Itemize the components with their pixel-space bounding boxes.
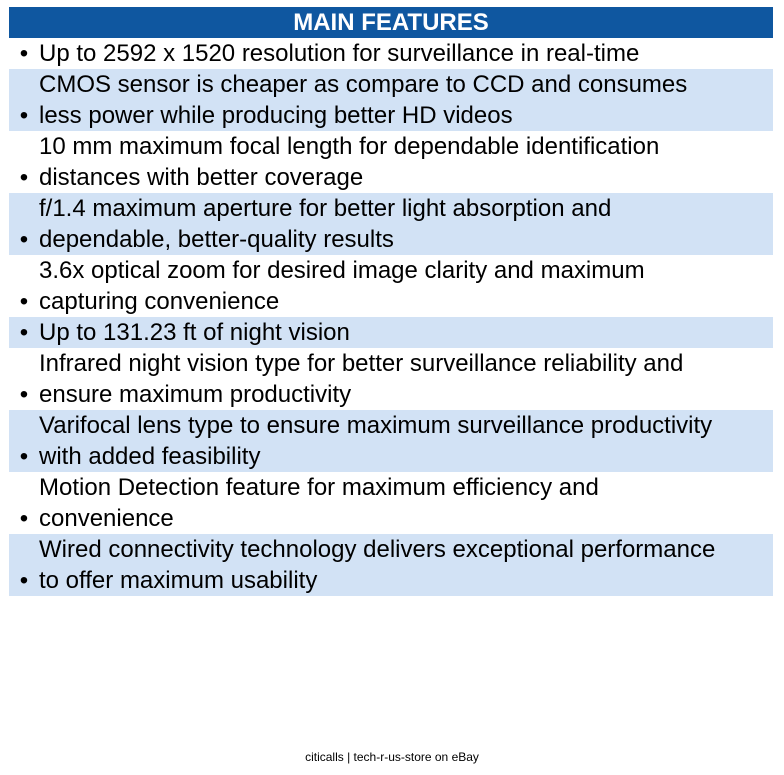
feature-text: Wired connectivity technology delivers exceptional performance xyxy=(39,536,716,563)
feature-text: with added feasibility xyxy=(39,443,261,470)
bullet-icon: • xyxy=(19,443,29,470)
bullet-icon: • xyxy=(19,288,29,315)
feature-text: Up to 2592 x 1520 resolution for surveillance in real-time xyxy=(39,40,640,67)
feature-item-7 xyxy=(9,348,773,410)
feature-text: 10 mm maximum focal length for dependable identification xyxy=(39,133,660,160)
feature-text: CMOS sensor is cheaper as compare to CCD and consumes xyxy=(39,71,688,98)
footer-credit: citicalls | tech-r-us-store on eBay xyxy=(305,750,479,764)
feature-text: capturing convenience xyxy=(39,288,280,315)
feature-item-2 xyxy=(9,69,773,131)
feature-text: less power while producing better HD videos xyxy=(39,102,513,129)
feature-item-9 xyxy=(9,472,773,534)
bullet-icon: • xyxy=(19,319,29,346)
feature-item-5 xyxy=(9,255,773,317)
feature-item-3 xyxy=(9,131,773,193)
feature-item-4 xyxy=(9,193,773,255)
feature-text: dependable, better-quality results xyxy=(39,226,394,253)
feature-text: Motion Detection feature for maximum efficiency and xyxy=(39,474,599,501)
feature-text: distances with better coverage xyxy=(39,164,364,191)
bullet-icon: • xyxy=(19,102,29,129)
feature-item-10 xyxy=(9,534,773,596)
feature-item-6 xyxy=(9,317,773,348)
bullet-icon: • xyxy=(19,40,29,67)
feature-text: Infrared night vision type for better surveillance reliability and xyxy=(39,350,684,377)
feature-item-1 xyxy=(9,38,773,69)
bullet-icon: • xyxy=(19,567,29,594)
feature-text: convenience xyxy=(39,505,174,532)
feature-text: Up to 131.23 ft of night vision xyxy=(39,319,350,346)
feature-text: 3.6x optical zoom for desired image clarity and maximum xyxy=(39,257,645,284)
features-card xyxy=(9,7,773,596)
features-title: MAIN FEATURES xyxy=(9,7,773,38)
feature-text: ensure maximum productivity xyxy=(39,381,352,408)
bullet-icon: • xyxy=(19,226,29,253)
bullet-icon: • xyxy=(19,505,29,532)
feature-text: to offer maximum usability xyxy=(39,567,318,594)
feature-text: Varifocal lens type to ensure maximum surveillance productivity xyxy=(39,412,713,439)
feature-text: f/1.4 maximum aperture for better light absorption and xyxy=(39,195,612,222)
bullet-icon: • xyxy=(19,381,29,408)
feature-item-8 xyxy=(9,410,773,472)
bullet-icon: • xyxy=(19,164,29,191)
